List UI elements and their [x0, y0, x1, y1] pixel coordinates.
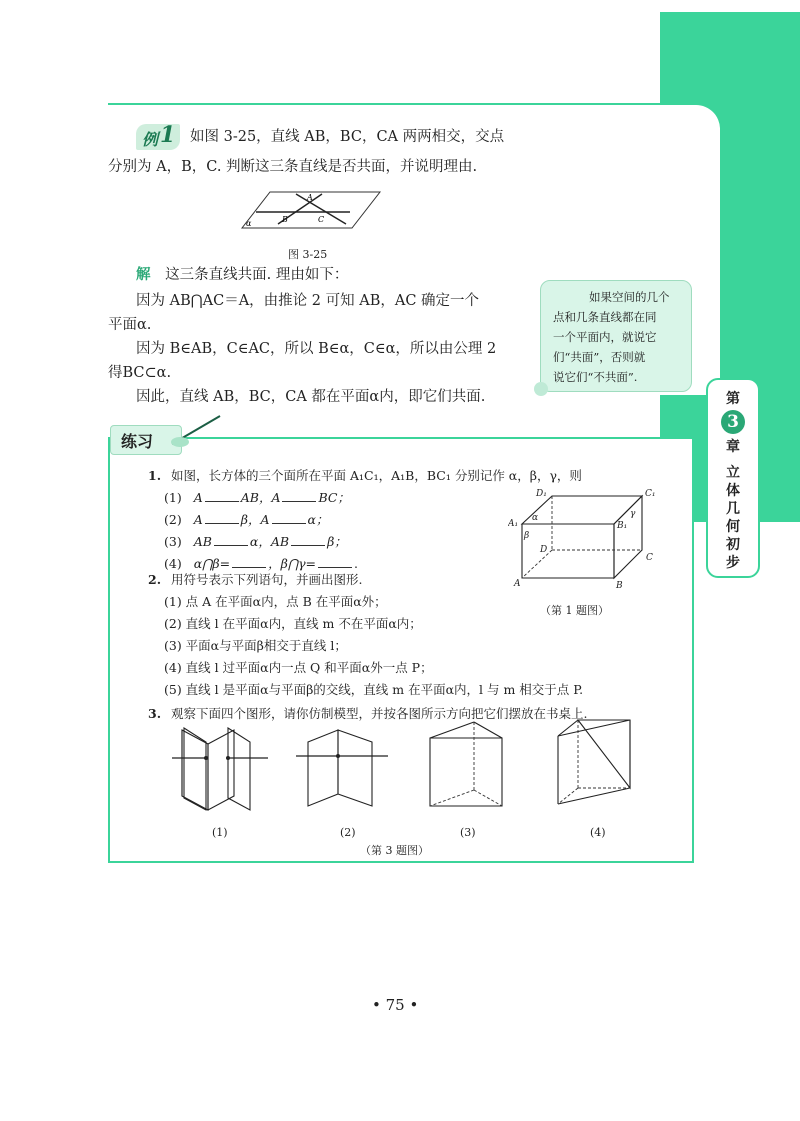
q1-item-2 [164, 510, 328, 530]
q1-text: 如图，长方体的三个面所在平面 A₁C₁，A₁B，BC₁ 分别记作 α，β，γ，则 [171, 468, 582, 483]
cuboid-label-C1: C₁ [645, 489, 656, 499]
q1-item-4-blank-1[interactable] [232, 555, 266, 568]
cuboid-label-B1: B₁ [617, 521, 628, 531]
side-note-line-1: 如果空间的几个 [589, 290, 670, 304]
q1-line [148, 466, 582, 486]
q2-item-5: (5) 直线 l 是平面α与平面β的交线，直线 m 在平面α内，l 与 m 相交于点 P. [164, 682, 584, 697]
q2-line [148, 570, 363, 590]
example-label: 例 [142, 130, 159, 149]
side-note-line-2: 点和几条直线都在同 [553, 310, 657, 324]
q1-item-1-blank-1[interactable] [205, 489, 239, 502]
cuboid-label-A: A [514, 579, 521, 589]
q2-num: 2. [148, 572, 162, 587]
chapter-tab [706, 378, 760, 578]
q3-num: 3. [148, 706, 162, 721]
pen-icon [168, 414, 224, 450]
label-C: C [318, 215, 325, 224]
chapter-zhang: 章 [726, 439, 740, 455]
q1-item-2-c: α； [307, 512, 329, 527]
chapter-title-6: 步 [726, 555, 740, 571]
q1-item-3-c: β； [327, 534, 347, 549]
label-alpha: α [246, 219, 252, 228]
q1-item-2-a: A [193, 512, 203, 527]
solution-line-5: 得BC⊂α. [108, 365, 172, 381]
q1-item-2-b: β，A [240, 512, 270, 527]
side-note-line-3: 一个平面内，就说它 [553, 330, 657, 344]
fold-left-face-2 [208, 744, 228, 810]
q1-item-1-c: BC； [318, 490, 350, 505]
q1-item-2-blank-2[interactable] [272, 511, 306, 524]
q1-figure-cuboid [508, 484, 668, 594]
chapter-title-2: 体 [726, 483, 740, 499]
q3-text: 观察下面四个图形，请你仿制模型，并按各图所示方向把它们摆放在书桌上. [171, 706, 588, 721]
q1-num: 1. [148, 468, 162, 483]
q1-item-2-num: (2) [164, 512, 182, 527]
figure-3-25-caption: 图 3-25 [288, 248, 328, 261]
fold2-left-face [308, 730, 338, 806]
solution-line-1: 这三条直线共面. 理由如下： [165, 267, 349, 283]
cuboid-label-beta: β [524, 531, 530, 541]
fold-left-face [182, 730, 208, 810]
q1-item-3-a: AB [193, 534, 212, 549]
q2-item-1: (1) 点 A 在平面α内，点 B 在平面α外； [164, 594, 387, 609]
prism3-front [430, 738, 502, 806]
figure-3-25 [238, 186, 388, 234]
q1-item-4-blank-2[interactable] [318, 555, 352, 568]
cuboid-hidden-2 [522, 550, 552, 578]
side-note-arrow-icon [534, 382, 548, 396]
q1-item-4-num: (4) [164, 556, 182, 571]
cuboid-label-alpha: α [532, 513, 539, 523]
q1-item-1-num: (1) [164, 490, 182, 505]
q3-figure-4 [554, 716, 644, 812]
q1-item-1 [164, 488, 350, 508]
solution-line-2: 因为 AB⋂AC＝A，由推论 2 可知 AB，AC 确定一个 [136, 293, 480, 309]
cuboid-front-face [522, 524, 614, 578]
solution-line-6: 因此，直线 AB，BC，CA 都在平面α内，即它们共面. [136, 389, 486, 405]
side-note-line-5: 说它们“不共面”. [553, 370, 638, 384]
q3-caption-3: (3) [460, 826, 476, 839]
q1-item-1-b: AB，A [240, 490, 281, 505]
q3-caption-4: (4) [590, 826, 606, 839]
chapter-title-5: 初 [726, 537, 740, 553]
q1-item-3-num: (3) [164, 534, 182, 549]
label-B: B [282, 215, 288, 224]
q3-figure-3 [424, 718, 514, 814]
q2-text: 用符号表示下列语句，并画出图形. [171, 572, 363, 587]
cuboid-right-face [614, 496, 642, 578]
q1-item-4-a: α⋂β= [193, 556, 231, 571]
side-note-line-4: 们“共面”，否则就 [553, 350, 646, 364]
example-badge [136, 124, 180, 150]
cuboid-label-C: C [646, 553, 653, 563]
chapter-title-3: 几 [726, 501, 740, 517]
q1-item-2-blank-1[interactable] [205, 511, 239, 524]
solution-line-4: 因为 B∈AB，C∈AC，所以 B∈α，C∈α，所以由公理 2 [136, 341, 497, 357]
q1-item-3-blank-2[interactable] [291, 533, 325, 546]
q1-figure-caption: （第 1 题图） [540, 604, 609, 617]
q3-figure-1 [168, 724, 278, 814]
cuboid-top-face [522, 496, 642, 524]
q2-item-3: (3) 平面α与平面β相交于直线 l； [164, 638, 347, 653]
cuboid-label-D: D [540, 545, 548, 555]
q1-item-1-a: A [193, 490, 203, 505]
q3-line [148, 704, 588, 724]
q2-item-2: (2) 直线 l 在平面α内，直线 m 不在平面α内； [164, 616, 422, 631]
example-line-1: 如图 3-25，直线 AB，BC，CA 两两相交，交点 [190, 129, 505, 145]
example-line-2: 分别为 A，B，C. 判断这三条直线是否共面，并说明理由. [108, 159, 478, 175]
q1-item-1-blank-2[interactable] [282, 489, 316, 502]
q3-figure-2 [292, 724, 402, 814]
chapter-title-4: 何 [726, 519, 740, 535]
q3-figure-caption: （第 3 题图） [360, 844, 429, 857]
cuboid-label-gamma: γ [630, 509, 636, 519]
q1-item-4-b: ，β⋂γ= [268, 556, 317, 571]
cuboid-label-D1: D₁ [536, 489, 547, 499]
cuboid-label-B: B [616, 581, 623, 591]
fold2-right-face [338, 730, 372, 806]
q3-caption-2: (2) [340, 826, 356, 839]
solution-first-line [136, 264, 348, 286]
exercise-title: 练习 [121, 432, 154, 451]
q2-item-4: (4) 直线 l 过平面α内一点 Q 和平面α外一点 P； [164, 660, 433, 675]
page-number: • 75 • [372, 996, 419, 1014]
example-number: 1 [160, 122, 176, 148]
cuboid-label-A1: A₁ [508, 519, 519, 529]
chapter-number-badge [721, 410, 745, 434]
q3-caption-1: (1) [212, 826, 228, 839]
solution-label: 解 [136, 266, 151, 283]
fold-right-face [208, 730, 234, 810]
header-rule [108, 103, 668, 105]
side-note [540, 280, 692, 392]
chapter-di: 第 [726, 391, 740, 407]
q1-item-3-b: α，AB [249, 534, 290, 549]
q1-item-3 [164, 532, 347, 552]
chapter-number: 3 [727, 412, 739, 432]
q1-item-3-blank-1[interactable] [214, 533, 248, 546]
q1-item-4-c: . [354, 556, 359, 571]
solution-line-3: 平面α. [108, 317, 152, 333]
label-A: A [307, 193, 313, 202]
chapter-title-1: 立 [726, 465, 740, 481]
